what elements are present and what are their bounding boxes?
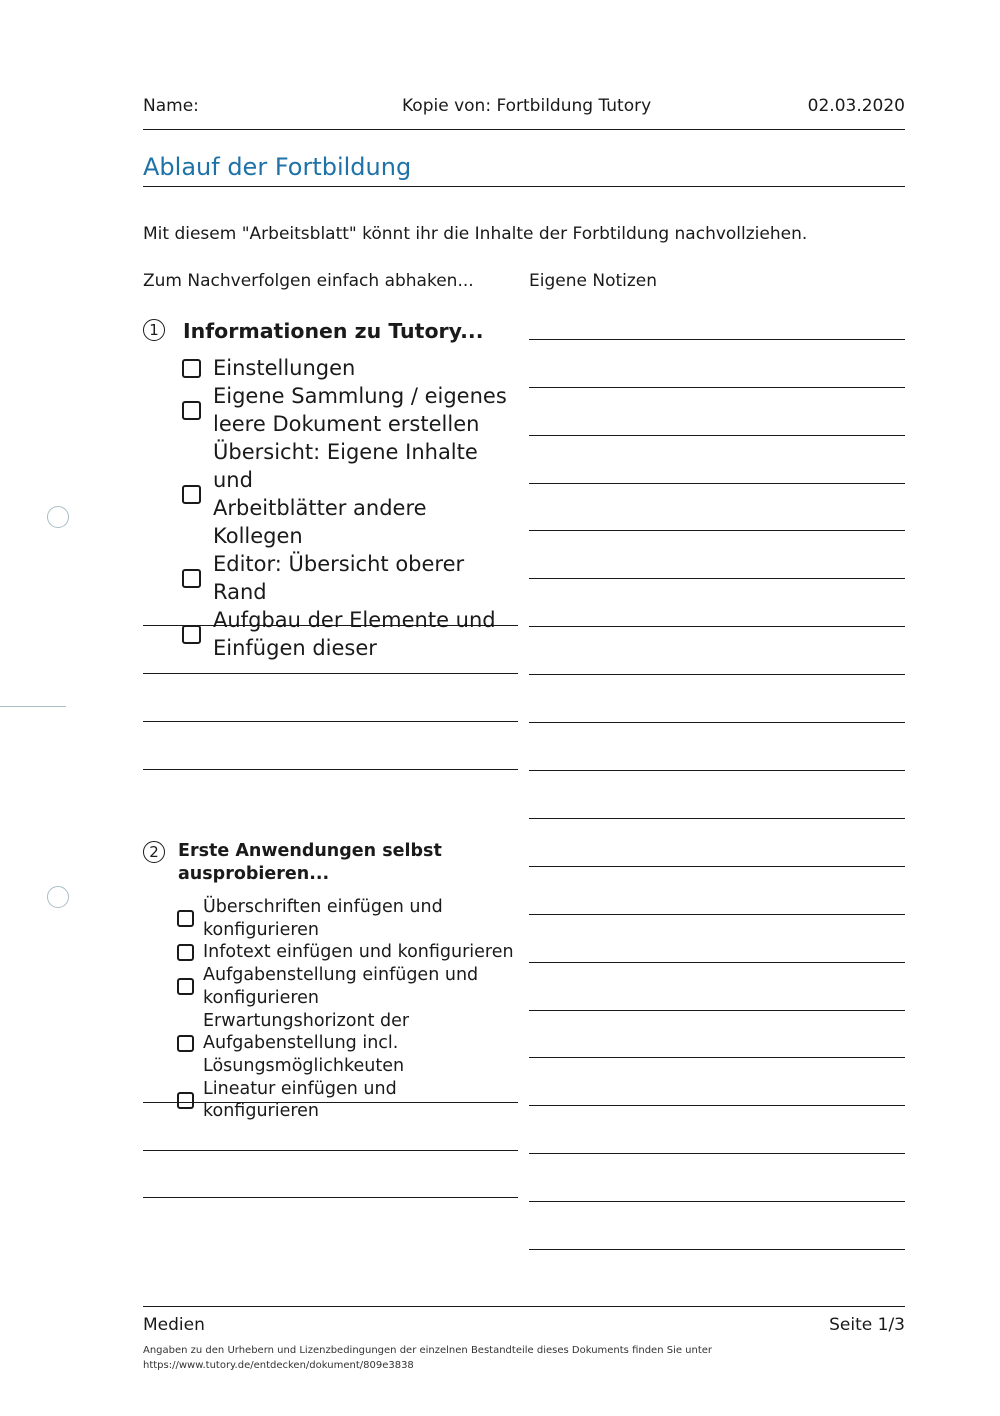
punch-hole-mark-top bbox=[47, 506, 69, 528]
checkbox[interactable] bbox=[177, 1035, 194, 1052]
notes-line[interactable] bbox=[529, 1105, 905, 1106]
notes-line[interactable] bbox=[529, 387, 905, 388]
checklist-item bbox=[182, 438, 512, 550]
punch-hole-mark-bottom bbox=[47, 886, 69, 908]
section-number-1: 1 bbox=[143, 319, 165, 341]
checklist-item bbox=[182, 550, 512, 606]
checklist-item-text: Einstellungen bbox=[213, 356, 356, 380]
writing-line[interactable] bbox=[143, 769, 518, 770]
checklist-item-text: Eigene Sammlung / eigenes leere Dokument erstellen bbox=[213, 384, 507, 436]
page-number: Seite 1/3 bbox=[829, 1315, 905, 1335]
checkbox[interactable] bbox=[177, 944, 194, 961]
checklist-item-text: Aufgbau der Elemente und Einfügen dieser bbox=[213, 608, 496, 660]
notes-line[interactable] bbox=[529, 1010, 905, 1011]
notes-line[interactable] bbox=[529, 578, 905, 579]
document-title: Kopie von: Fortbildung Tutory bbox=[402, 96, 652, 116]
checklist-item-text: Aufgabenstellung einfügen und konfigurieren bbox=[203, 965, 479, 1008]
footer-rule bbox=[143, 1306, 905, 1307]
notes-line[interactable] bbox=[529, 722, 905, 723]
checklist-item-text: Infotext einfügen und konfigurieren bbox=[203, 942, 514, 963]
notes-line[interactable] bbox=[529, 435, 905, 436]
notes-line[interactable] bbox=[529, 818, 905, 819]
notes-line[interactable] bbox=[529, 339, 905, 340]
notes-line[interactable] bbox=[529, 1249, 905, 1250]
checkbox[interactable] bbox=[182, 401, 201, 420]
checkbox[interactable] bbox=[182, 359, 201, 378]
checklist-item bbox=[177, 896, 517, 941]
page-title: Ablauf der Fortbildung bbox=[143, 153, 412, 181]
notes-line[interactable] bbox=[529, 1201, 905, 1202]
notes-line[interactable] bbox=[529, 914, 905, 915]
license-link[interactable]: https://www.tutory.de/entdecken/dokument/809e3838 bbox=[143, 1360, 414, 1371]
checkbox[interactable] bbox=[182, 625, 201, 644]
checklist-item bbox=[177, 964, 517, 1009]
section-number-2: 2 bbox=[143, 841, 165, 863]
intro-text: Mit diesem "Arbeitsblatt" könnt ihr die Inhalte der Forbtildung nachvollziehen. bbox=[143, 224, 808, 244]
writing-line[interactable] bbox=[143, 1197, 518, 1198]
checkbox[interactable] bbox=[177, 978, 194, 995]
right-column-heading: Eigene Notizen bbox=[529, 271, 658, 291]
checklist-item bbox=[182, 606, 512, 662]
checkbox[interactable] bbox=[182, 569, 201, 588]
section-1-title: Informationen zu Tutory... bbox=[183, 319, 484, 343]
notes-line[interactable] bbox=[529, 770, 905, 771]
notes-line[interactable] bbox=[529, 530, 905, 531]
section-2-checklist bbox=[177, 896, 517, 1123]
notes-line[interactable] bbox=[529, 962, 905, 963]
writing-line[interactable] bbox=[143, 625, 518, 626]
checklist-item bbox=[177, 1078, 517, 1123]
writing-line[interactable] bbox=[143, 673, 518, 674]
checklist-item bbox=[177, 941, 517, 964]
checklist-item-text: Überschriften einfügen und konfigurieren bbox=[203, 897, 443, 940]
notes-line[interactable] bbox=[529, 626, 905, 627]
title-rule bbox=[143, 186, 905, 187]
checkbox[interactable] bbox=[182, 485, 201, 504]
notes-line[interactable] bbox=[529, 483, 905, 484]
checkbox[interactable] bbox=[177, 1092, 194, 1109]
name-label: Name: bbox=[143, 96, 199, 116]
section-2-title: Erste Anwendungen selbst ausprobieren... bbox=[178, 841, 442, 884]
checklist-item bbox=[177, 1010, 517, 1078]
notes-line[interactable] bbox=[529, 866, 905, 867]
section-1-checklist bbox=[182, 354, 512, 662]
writing-line[interactable] bbox=[143, 1150, 518, 1151]
checklist-item-text: Erwartungshorizont der Aufgabenstellung incl. Lösungsmöglichkeuten bbox=[203, 1010, 410, 1076]
checklist-item-text: Lineatur einfügen und konfigurieren bbox=[203, 1078, 397, 1122]
checklist-item-text: Übersicht: Eigene Inhalte und Arbeitblätter andere Kollegen bbox=[213, 440, 478, 548]
document-date: 02.03.2020 bbox=[807, 96, 905, 116]
writing-line[interactable] bbox=[143, 1102, 518, 1103]
notes-line[interactable] bbox=[529, 674, 905, 675]
header-rule bbox=[143, 129, 905, 130]
left-column-heading: Zum Nachverfolgen einfach abhaken... bbox=[143, 271, 474, 291]
notes-line[interactable] bbox=[529, 1153, 905, 1154]
notes-line[interactable] bbox=[529, 1057, 905, 1058]
checklist-item bbox=[182, 354, 512, 382]
fold-mark bbox=[0, 706, 66, 707]
checklist-item-text: Editor: Übersicht oberer Rand bbox=[213, 552, 465, 604]
license-notice: Angaben zu den Urhebern und Lizenzbedingungen der einzelnen Bestandteile dieses Dokuments finden Sie unter https://www.tutory.de/entdecken/dokument/809e3838 bbox=[143, 1345, 713, 1371]
writing-line[interactable] bbox=[143, 721, 518, 722]
footer-category: Medien bbox=[143, 1315, 205, 1335]
checklist-item bbox=[182, 382, 512, 438]
checkbox[interactable] bbox=[177, 910, 194, 927]
